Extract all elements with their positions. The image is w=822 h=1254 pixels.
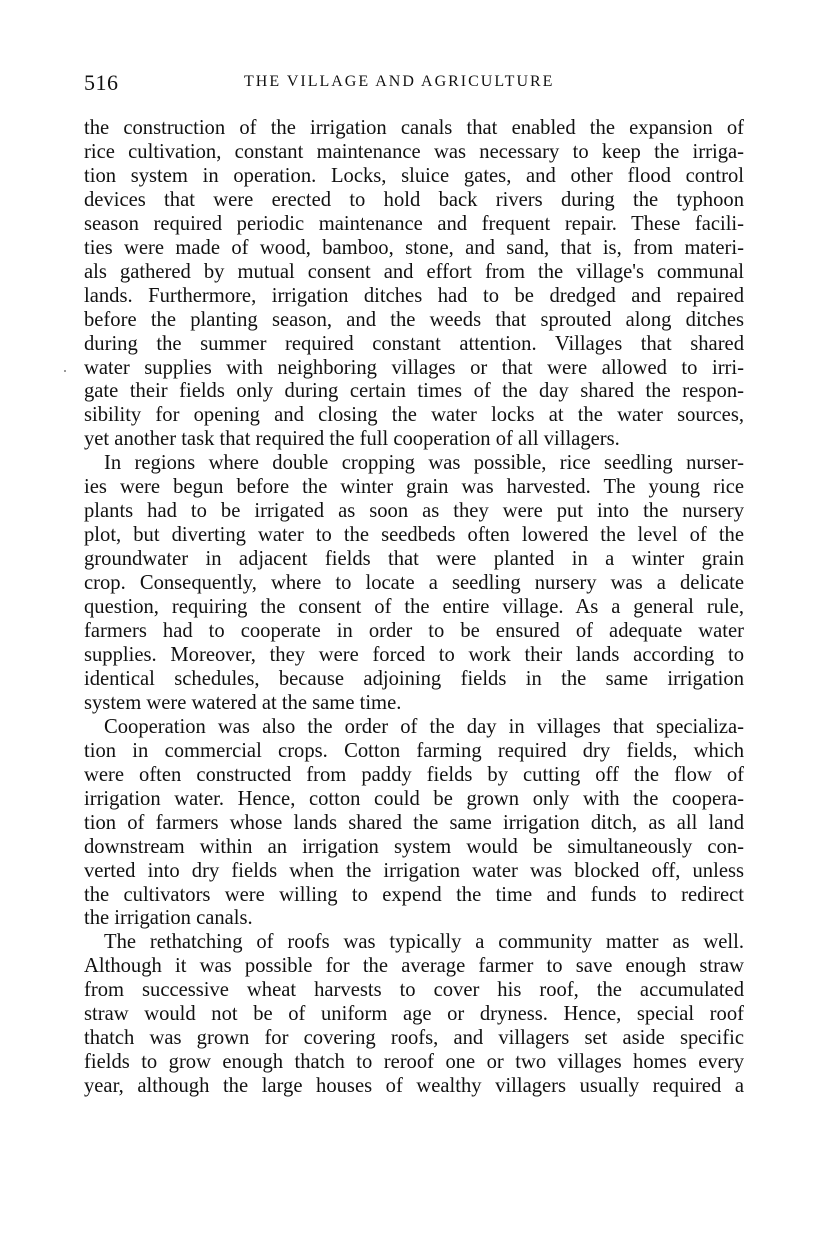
text-line: yet another task that required the full cooperation of all villagers.: [84, 428, 620, 451]
text-line: gate their fields only during certain times of the day shared the respon-: [84, 380, 744, 403]
text-line: lands. Furthermore, irrigation ditches had to be dredged and repaired: [84, 284, 744, 307]
paragraph: [84, 931, 744, 1099]
text-line: ies were begun before the winter grain was harvested. The young rice: [84, 476, 744, 499]
text-line: In regions where double cropping was possible, rice seedling nurser-: [104, 452, 744, 475]
text-line: identical schedules, because adjoining fields in the same irrigation: [84, 667, 744, 690]
text-line: the irrigation canals.: [84, 907, 253, 930]
paragraph: [84, 716, 744, 932]
text-line: Cooperation was also the order of the day in villages that specializa-: [104, 715, 744, 738]
text-line: plot, but diverting water to the seedbeds often lowered the level of the: [84, 524, 744, 547]
text-line: devices that were erected to hold back rivers during the typhoon: [84, 188, 744, 211]
page-header: [84, 70, 744, 100]
text-line: fields to grow enough thatch to reroof one or two villages homes every: [84, 1051, 744, 1074]
text-line: rice cultivation, constant maintenance was necessary to keep the irriga-: [84, 140, 744, 163]
text-line: straw would not be of uniform age or dryness. Hence, special roof: [84, 1003, 744, 1026]
text-line: ties were made of wood, bamboo, stone, and sand, that is, from materi-: [84, 236, 744, 259]
margin-mark: [64, 370, 66, 372]
paragraph: [84, 117, 744, 452]
text-line: were often constructed from paddy fields by cutting off the flow of: [84, 763, 744, 786]
text-line: plants had to be irrigated as soon as they were put into the nursery: [84, 500, 744, 523]
text-line: tion system in operation. Locks, sluice gates, and other flood control: [84, 164, 744, 187]
text-line: irrigation water. Hence, cotton could be grown only with the coopera-: [84, 787, 744, 810]
text-line: season required periodic maintenance and frequent repair. These facili-: [84, 212, 744, 235]
text-line: The rethatching of roofs was typically a community matter as well.: [104, 931, 744, 954]
page-number: 516: [84, 70, 119, 95]
running-head: THE VILLAGE AND AGRICULTURE: [244, 73, 555, 90]
paragraph: [84, 452, 744, 715]
text-line: the construction of the irrigation canals that enabled the expansion of: [84, 117, 744, 139]
text-line: Although it was possible for the average farmer to save enough straw: [84, 955, 744, 978]
text-line: downstream within an irrigation system would be simultaneously con-: [84, 835, 744, 858]
text-line: before the planting season, and the weeds that sprouted along ditches: [84, 308, 744, 331]
text-line: verted into dry fields when the irrigation water was blocked off, unless: [84, 859, 744, 882]
body-text: [84, 117, 744, 1099]
text-line: crop. Consequently, where to locate a seedling nursery was a delicate: [84, 572, 744, 595]
text-line: year, although the large houses of wealthy villagers usually required a: [84, 1075, 744, 1098]
text-line: groundwater in adjacent fields that were planted in a winter grain: [84, 548, 744, 571]
text-line: farmers had to cooperate in order to be ensured of adequate water: [84, 620, 744, 643]
text-line: system were watered at the same time.: [84, 691, 402, 714]
text-line: the cultivators were willing to expend the time and funds to redirect: [84, 883, 744, 906]
text-line: from successive wheat harvests to cover his roof, the accumulated: [84, 979, 744, 1002]
text-line: tion of farmers whose lands shared the same irrigation ditch, as all land: [84, 811, 744, 834]
text-line: during the summer required constant attention. Villages that shared: [84, 332, 744, 355]
text-line: tion in commercial crops. Cotton farming required dry fields, which: [84, 739, 744, 762]
text-line: water supplies with neighboring villages or that were allowed to irri-: [84, 356, 744, 379]
text-line: als gathered by mutual consent and effort from the village's communal: [84, 260, 744, 283]
text-line: sibility for opening and closing the water locks at the water sources,: [84, 404, 744, 427]
text-line: supplies. Moreover, they were forced to work their lands according to: [84, 643, 744, 666]
text-line: thatch was grown for covering roofs, and villagers set aside specific: [84, 1027, 744, 1050]
text-line: question, requiring the consent of the entire village. As a general rule,: [84, 596, 744, 619]
